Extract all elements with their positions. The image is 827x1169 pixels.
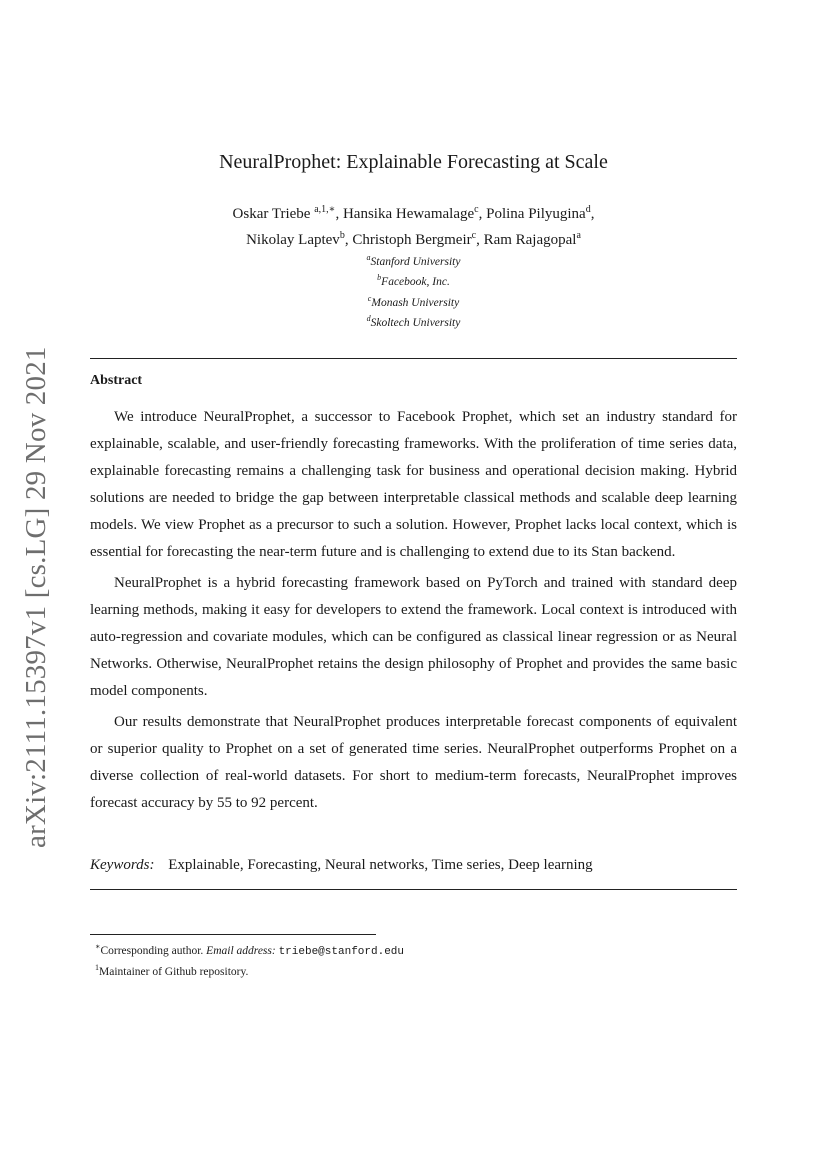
- footnote-maintainer: $^1$Maintainer of Github repository.: [95, 962, 249, 978]
- author-name: Ram Rajagopal: [483, 232, 577, 248]
- affiliation-item: $^c$Monash University: [367, 293, 460, 309]
- paper-title: NeuralProphet: Explainable Forecasting at Scale: [219, 151, 608, 173]
- footnote-corresponding: ∗Corresponding author. Email address: triebe@stanford.edu: [95, 942, 404, 958]
- affiliation-item: $^a$Stanford University: [366, 253, 461, 268]
- author-line-2: Nikolay Laptev$^b$, Christoph Bergmeir$^c$, Ram Rajagopal$^a$: [246, 230, 581, 248]
- bottom-rule: [90, 889, 737, 890]
- abstract-heading: Abstract: [90, 373, 143, 388]
- author-name: Hansika Hewamalage: [342, 206, 475, 222]
- author-name: Christoph Bergmeir: [352, 232, 472, 248]
- keywords: [90, 857, 737, 874]
- author-name: Oskar Triebe: [232, 206, 311, 222]
- author-list: [90, 199, 737, 251]
- email-label: Email address:: [206, 944, 276, 957]
- abstract-body: [90, 404, 737, 821]
- author-affil-mark: c: [474, 204, 479, 215]
- affiliation-list: [90, 250, 737, 331]
- author-name: Nikolay Laptev: [246, 232, 340, 248]
- abstract-paragraph: NeuralProphet is a hybrid forecasting framework based on PyTorch and trained with standard deep learning methods, making it easy for developers to extend the framework. Local context is introduced with auto-regression and covariate modules, which can be configured as classical linear regression or as Neural Networks. Otherwise, NeuralProphet retains the design philosophy of Prophet and provides the same basic model components.: [90, 575, 737, 699]
- keywords-text: Explainable, Forecasting, Neural networks, Time series, Deep learning: [168, 857, 593, 873]
- footnote-rule: [90, 934, 376, 935]
- abstract-paragraph: We introduce NeuralProphet, a successor to Facebook Prophet, which set an industry standard for explainable, scalable, and user-friendly forecasting frameworks. With the proliferation of time series data, explainable forecasting remains a challenging task for business and operational decision making. Hybrid solutions are needed to bridge the gap between interpretable classical methods and scalable deep learning models. We view Prophet as a precursor to such a solution. However, Prophet lacks local context, which is essential for forecasting the near-term future and is challenging to extend due to its Stan backend.: [90, 409, 737, 560]
- affiliation-item: $^b$Facebook, Inc.: [377, 273, 450, 289]
- author-affil-mark: b: [339, 230, 345, 241]
- abstract-paragraph: Our results demonstrate that NeuralProphet produces interpretable forecast components of equivalent or superior quality to Prophet on a set of generated time series. NeuralProphet outperforms Prophet on a diverse collection of real-world datasets. For short to medium-term forecasts, NeuralProphet improves forecast accuracy by 55 to 92 percent.: [90, 714, 737, 811]
- top-rule: [90, 358, 737, 359]
- author-affil-mark: c: [471, 230, 477, 241]
- email-link[interactable]: triebe@stanford.edu: [278, 945, 404, 958]
- author-line-1: Oskar Triebe $^{a,1,∗}$, Hansika Hewamalage$^c$, Polina Pilyugina$^d$,: [232, 204, 595, 222]
- footnotes: [95, 939, 404, 980]
- keywords-label: Keywords:: [90, 857, 155, 873]
- arxiv-identifier: arXiv:2111.15397v1 [cs.LG] 29 Nov 2021: [20, 346, 52, 848]
- author-affil-mark: a: [576, 230, 581, 241]
- author-affil-mark: d: [585, 204, 591, 215]
- author-name: Polina Pilyugina: [486, 206, 586, 222]
- affiliation-item: $^d$Skoltech University: [366, 313, 461, 329]
- author-affil-mark: a,1,∗: [314, 204, 336, 215]
